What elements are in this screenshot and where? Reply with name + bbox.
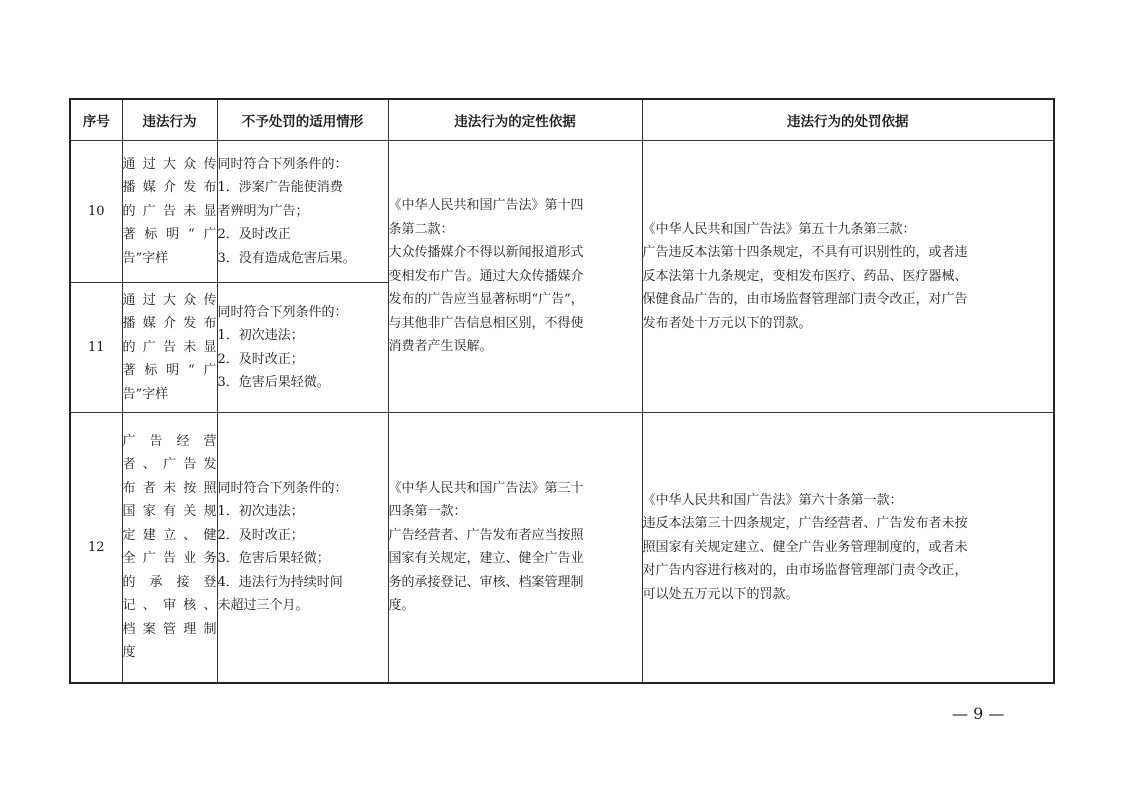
violation-cell: 通过大众传 播媒介发布 的广告未显 著标明“广 告”字样	[122, 283, 217, 413]
penalty-basis-cell: 《中华人民共和国广告法》第六十条第一款： 违反本法第三十四条规定，广告经营者、广告发布者未按 照国家有关规定建立、健全广告业务管理制度的，或者未 对广告内容进行核对的，由市场监督管理部门责令改正， 可以处五万元以下的罚款。	[642, 413, 1054, 683]
header-penalty-basis: 违法行为的处罚依据	[642, 99, 1054, 141]
table-header-row	[70, 99, 1054, 141]
row-number: 10	[70, 141, 122, 283]
exemption-cell: 同时符合下列条件的： 1．涉案广告能使消费 者辨明为广告； 2．及时改正 3．没有造成危害后果。	[217, 141, 388, 283]
regulation-table	[69, 98, 1055, 684]
row-number: 12	[70, 413, 122, 683]
legal-basis-cell: 《中华人民共和国广告法》第三十 四条第一款： 广告经营者、广告发布者应当按照 国家有关规定，建立、健全广告业 务的承接登记、审核、档案管理制 度。	[388, 413, 642, 683]
header-legal-basis: 违法行为的定性依据	[388, 99, 642, 141]
header-exemption: 不予处罚的适用情形	[217, 99, 388, 141]
exemption-cell: 同时符合下列条件的： 1．初次违法； 2．及时改正； 3．危害后果轻微； 4．违法行为持续时间 未超过三个月。	[217, 413, 388, 683]
page-number: — 9 —	[952, 704, 1005, 723]
penalty-basis-cell: 《中华人民共和国广告法》第五十九条第三款： 广告违反本法第十四条规定，不具有可识别性的，或者违 反本法第十九条规定，变相发布医疗、药品、医疗器械、 保健食品广告的，由市场监督管理部门责令改正，对广告 发布者处十万元以下的罚款。	[642, 141, 1054, 413]
header-violation: 违法行为	[122, 99, 217, 141]
violation-cell: 通过大众传 播媒介发布 的广告未显 著标明“广 告”字样	[122, 141, 217, 283]
row-number: 11	[70, 283, 122, 413]
table-row	[70, 141, 1054, 283]
legal-basis-cell: 《中华人民共和国广告法》第十四 条第二款： 大众传播媒介不得以新闻报道形式 变相发布广告。通过大众传播媒介 发布的广告应当显著标明“广告”， 与其他非广告信息相区别，不得使 消费者产生误解。	[388, 141, 642, 413]
exemption-cell: 同时符合下列条件的： 1．初次违法； 2．及时改正； 3．危害后果轻微。	[217, 283, 388, 413]
table-row	[70, 413, 1054, 683]
violation-cell: 广告经营 者、广告发 布者未按照 国家有关规 定建立、健 全广告业务 的承接登 记、审核、 档案管理制 度	[122, 413, 217, 683]
header-serial: 序号	[70, 99, 122, 141]
